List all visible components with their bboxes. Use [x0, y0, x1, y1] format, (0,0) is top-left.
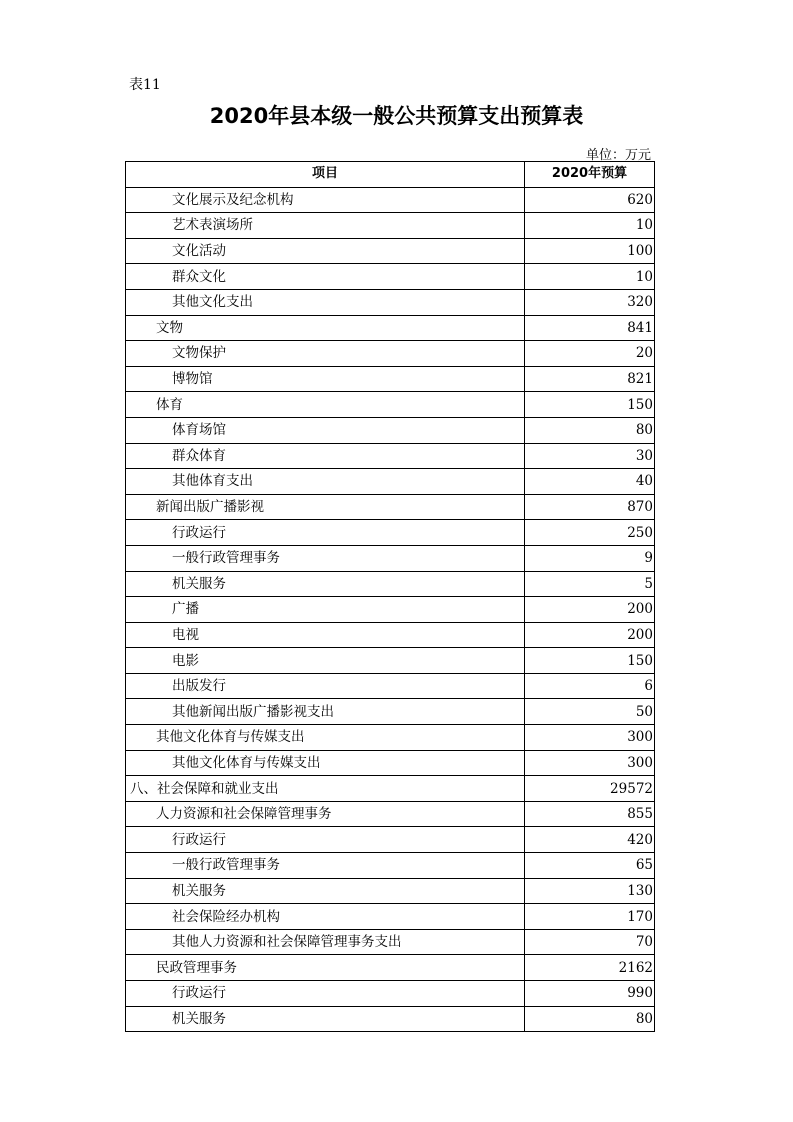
row-budget-amount: 821 [525, 366, 655, 392]
table-row [126, 417, 655, 443]
row-budget-amount: 40 [525, 469, 655, 495]
row-item-name: 文物保护 [126, 341, 525, 367]
row-item-name: 民政管理事务 [126, 955, 525, 981]
table-row [126, 315, 655, 341]
row-item-name: 社会保险经办机构 [126, 904, 525, 930]
row-item-name: 新闻出版广播影视 [126, 494, 525, 520]
table-row [126, 341, 655, 367]
row-budget-amount: 80 [525, 417, 655, 443]
row-item-name: 行政运行 [126, 981, 525, 1007]
row-budget-amount: 841 [525, 315, 655, 341]
table-row [126, 750, 655, 776]
row-budget-amount: 65 [525, 853, 655, 879]
table-row [126, 366, 655, 392]
row-item-name: 其他文化体育与传媒支出 [126, 750, 525, 776]
row-item-name: 艺术表演场所 [126, 213, 525, 239]
table-row [126, 187, 655, 213]
table-row [126, 904, 655, 930]
row-budget-amount: 6 [525, 673, 655, 699]
row-item-name: 文化展示及纪念机构 [126, 187, 525, 213]
row-budget-amount: 9 [525, 545, 655, 571]
row-item-name: 其他文化支出 [126, 289, 525, 315]
row-budget-amount: 5 [525, 571, 655, 597]
table-row [126, 289, 655, 315]
row-budget-amount: 300 [525, 725, 655, 751]
table-row [126, 699, 655, 725]
row-budget-amount: 170 [525, 904, 655, 930]
row-item-name: 其他人力资源和社会保障管理事务支出 [126, 929, 525, 955]
row-item-name: 其他新闻出版广播影视支出 [126, 699, 525, 725]
row-item-name: 人力资源和社会保障管理事务 [126, 801, 525, 827]
row-budget-amount: 200 [525, 597, 655, 623]
table-row [126, 878, 655, 904]
table-row [126, 801, 655, 827]
row-budget-amount: 870 [525, 494, 655, 520]
row-budget-amount: 2162 [525, 955, 655, 981]
table-row [126, 545, 655, 571]
row-item-name: 一般行政管理事务 [126, 853, 525, 879]
table-row [126, 392, 655, 418]
table-row [126, 929, 655, 955]
row-budget-amount: 150 [525, 648, 655, 674]
table-row [126, 520, 655, 546]
budget-table [125, 161, 655, 1032]
row-item-name: 出版发行 [126, 673, 525, 699]
row-budget-amount: 30 [525, 443, 655, 469]
row-item-name: 其他体育支出 [126, 469, 525, 495]
row-budget-amount: 250 [525, 520, 655, 546]
row-budget-amount: 855 [525, 801, 655, 827]
row-budget-amount: 100 [525, 238, 655, 264]
row-budget-amount: 150 [525, 392, 655, 418]
header-item: 项目 [126, 162, 525, 188]
table-row [126, 597, 655, 623]
table-row [126, 443, 655, 469]
table-row [126, 264, 655, 290]
table-row [126, 622, 655, 648]
row-item-name: 文化活动 [126, 238, 525, 264]
row-item-name: 一般行政管理事务 [126, 545, 525, 571]
row-budget-amount: 300 [525, 750, 655, 776]
row-item-name: 体育 [126, 392, 525, 418]
row-budget-amount: 10 [525, 213, 655, 239]
table-row [126, 1006, 655, 1032]
row-item-name: 行政运行 [126, 827, 525, 853]
table-row [126, 238, 655, 264]
row-budget-amount: 20 [525, 341, 655, 367]
row-item-name: 机关服务 [126, 878, 525, 904]
row-item-name: 体育场馆 [126, 417, 525, 443]
row-item-name: 机关服务 [126, 1006, 525, 1032]
table-number: 表11 [129, 77, 161, 93]
row-budget-amount: 80 [525, 1006, 655, 1032]
row-budget-amount: 130 [525, 878, 655, 904]
row-budget-amount: 320 [525, 289, 655, 315]
table-row [126, 213, 655, 239]
page-title: 2020年县本级一般公共预算支出预算表 [209, 104, 584, 128]
row-item-name: 文物 [126, 315, 525, 341]
table-body [126, 187, 655, 1032]
row-item-name: 群众体育 [126, 443, 525, 469]
row-budget-amount: 620 [525, 187, 655, 213]
table-row [126, 827, 655, 853]
row-budget-amount: 10 [525, 264, 655, 290]
table-row [126, 494, 655, 520]
row-budget-amount: 200 [525, 622, 655, 648]
table-row [126, 955, 655, 981]
row-item-name: 机关服务 [126, 571, 525, 597]
unit-label: 单位：万元 [585, 148, 651, 163]
row-budget-amount: 70 [525, 929, 655, 955]
table-row [126, 776, 655, 802]
table-header-row [126, 162, 655, 188]
table-row [126, 853, 655, 879]
row-budget-amount: 420 [525, 827, 655, 853]
row-item-name: 电影 [126, 648, 525, 674]
table-row [126, 725, 655, 751]
row-item-name: 八、社会保障和就业支出 [126, 776, 525, 802]
table-row [126, 673, 655, 699]
row-item-name: 广播 [126, 597, 525, 623]
table-row [126, 571, 655, 597]
row-budget-amount: 50 [525, 699, 655, 725]
row-item-name: 博物馆 [126, 366, 525, 392]
row-item-name: 其他文化体育与传媒支出 [126, 725, 525, 751]
row-budget-amount: 990 [525, 981, 655, 1007]
row-item-name: 群众文化 [126, 264, 525, 290]
header-budget: 2020年预算 [525, 162, 655, 188]
row-item-name: 电视 [126, 622, 525, 648]
table-row [126, 981, 655, 1007]
table-row [126, 648, 655, 674]
table-row [126, 469, 655, 495]
row-budget-amount: 29572 [525, 776, 655, 802]
row-item-name: 行政运行 [126, 520, 525, 546]
